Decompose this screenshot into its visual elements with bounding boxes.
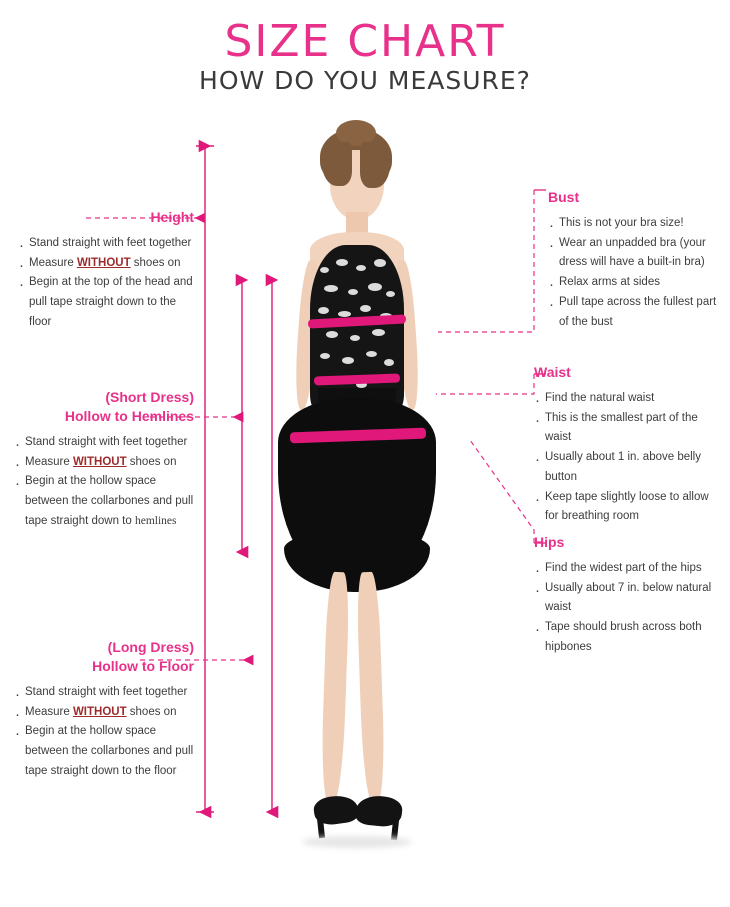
list-item: · Find the widest part of the hips — [534, 559, 714, 579]
callout-bust-list — [548, 214, 720, 333]
list-item: · Begin at the hollow space between the collarbones and pull tape straight down to the floor — [14, 722, 194, 781]
callout-bust — [548, 188, 720, 332]
callout-hemlines-list — [14, 433, 194, 532]
list-item: · Stand straight with feet together — [14, 683, 194, 703]
model-photo — [232, 120, 482, 880]
callout-hips — [534, 533, 714, 658]
callout-waist-heading: Waist — [534, 364, 571, 380]
list-item: · This is not your bra size! — [548, 214, 720, 234]
list-item: · Measure WITHOUT shoes on — [14, 453, 194, 473]
height-measure-line — [196, 146, 214, 812]
list-item: · Stand straight with feet together — [18, 234, 194, 254]
list-item: · This is the smallest part of the waist — [534, 409, 720, 449]
page-subtitle: HOW DO YOU MEASURE? — [199, 66, 531, 95]
callout-height — [18, 208, 194, 333]
list-item: · Begin at the top of the head and pull tape straight down to the floor — [18, 273, 194, 332]
callout-bust-heading: Bust — [548, 189, 580, 205]
callout-height-list — [18, 234, 194, 333]
callout-hemlines-heading: (Short Dress) Hollow to Hemlines — [64, 389, 194, 424]
callout-hips-heading: Hips — [534, 534, 565, 550]
model-hair-left — [322, 142, 352, 186]
callout-height-heading: Height — [150, 209, 194, 225]
list-item: · Measure WITHOUT shoes on — [14, 703, 194, 723]
callout-hollow-to-hemlines — [14, 388, 194, 532]
callout-waist — [534, 363, 720, 527]
callout-floor-heading: (Long Dress) Hollow to Floor — [92, 639, 194, 674]
list-item: · Tape should brush across both hipbones — [534, 618, 714, 658]
list-item: · Pull tape across the fullest part of the bust — [548, 293, 720, 333]
list-item: · Wear an unpadded bra (your dress will have a built-in bra) — [548, 234, 720, 274]
callout-hollow-to-floor — [14, 638, 194, 782]
page-title: SIZE CHART — [224, 16, 506, 67]
list-item: · Find the natural waist — [534, 389, 720, 409]
floor-shadow — [302, 836, 412, 848]
list-item: · Stand straight with feet together — [14, 433, 194, 453]
callout-hips-list — [534, 559, 714, 658]
callout-floor-list — [14, 683, 194, 782]
list-item: · Usually about 7 in. below natural waist — [534, 579, 714, 619]
list-item: · Usually about 1 in. above belly button — [534, 448, 720, 488]
list-item: · Relax arms at sides — [548, 273, 720, 293]
list-item: · Begin at the hollow space between the collarbones and pull tape straight down to hemlines — [14, 472, 194, 531]
callout-waist-list — [534, 389, 720, 527]
model-hair-right — [360, 142, 390, 188]
list-item: · Keep tape slightly loose to allow for breathing room — [534, 488, 720, 528]
list-item: · Measure WITHOUT shoes on — [18, 254, 194, 274]
